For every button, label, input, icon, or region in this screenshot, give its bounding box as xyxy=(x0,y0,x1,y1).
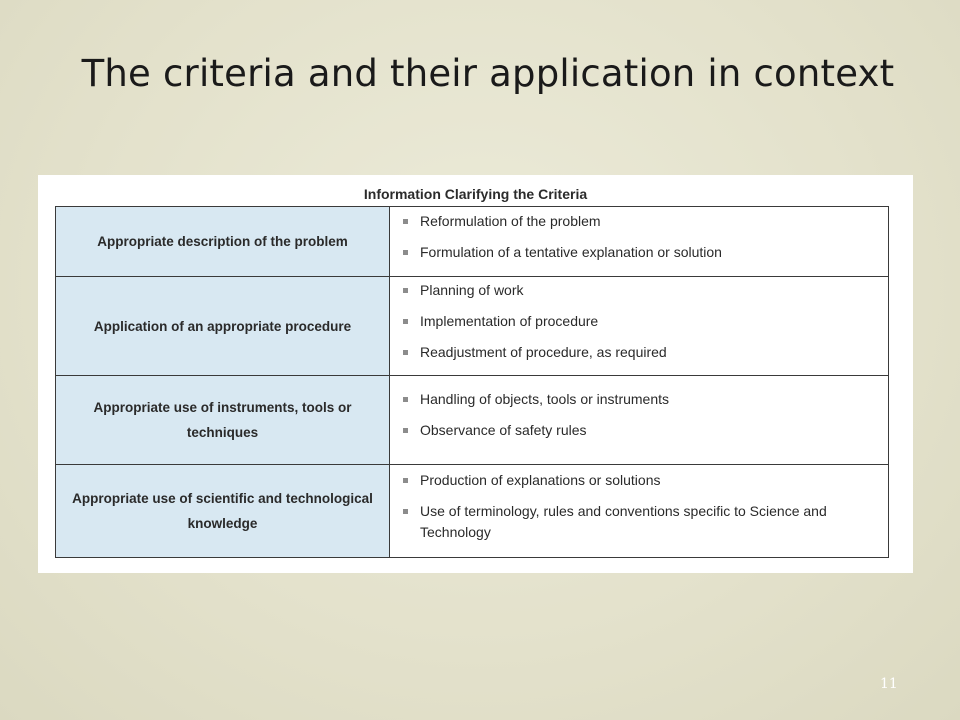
list-item xyxy=(390,389,888,410)
list-item-text: Implementation of procedure xyxy=(420,312,599,329)
table-row xyxy=(56,376,889,465)
square-bullet-icon xyxy=(403,219,408,224)
square-bullet-icon xyxy=(403,350,408,355)
square-bullet-icon xyxy=(403,509,408,514)
list-item-text: Formulation of a tentative explanation or solution xyxy=(420,243,722,260)
criteria-table xyxy=(55,206,889,558)
square-bullet-icon xyxy=(403,319,408,324)
list-item-text: Reformulation of the problem xyxy=(420,212,601,229)
list-item xyxy=(390,311,888,332)
list-item-text: Readjustment of procedure, as required xyxy=(420,343,667,360)
list-item-text: Use of terminology, rules and conventions specific to Science and Technology xyxy=(420,502,827,540)
information-cell xyxy=(390,376,889,465)
list-item xyxy=(390,420,888,441)
list-item xyxy=(390,242,888,263)
criteria-table-panel xyxy=(38,175,913,573)
square-bullet-icon xyxy=(403,288,408,293)
criterion-cell: Appropriate use of scientific and technological knowledge xyxy=(56,465,390,558)
table-row xyxy=(56,207,889,277)
list-item xyxy=(390,470,888,491)
square-bullet-icon xyxy=(403,428,408,433)
information-list xyxy=(390,389,888,441)
table-row xyxy=(56,277,889,376)
information-cell xyxy=(390,465,889,558)
list-item xyxy=(390,280,888,301)
list-item-text: Handling of objects, tools or instruments xyxy=(420,391,670,407)
square-bullet-icon xyxy=(403,397,408,402)
table-caption: Information Clarifying the Criteria xyxy=(363,186,588,202)
list-item-text: Production of explanations or solutions xyxy=(420,471,661,488)
square-bullet-icon xyxy=(403,478,408,483)
list-item xyxy=(390,342,888,363)
information-cell xyxy=(390,277,889,376)
list-item-text: Planning of work xyxy=(420,281,524,298)
slide-title: The criteria and their application in context xyxy=(81,52,895,95)
information-cell xyxy=(390,207,889,277)
criterion-cell: Appropriate description of the problem xyxy=(56,207,390,277)
list-item xyxy=(390,501,888,543)
slide-number: 11 xyxy=(880,676,898,692)
criterion-cell: Application of an appropriate procedure xyxy=(56,277,390,376)
list-item xyxy=(390,211,888,232)
table-row xyxy=(56,465,889,558)
information-list xyxy=(390,470,888,543)
information-list xyxy=(390,211,888,263)
square-bullet-icon xyxy=(403,250,408,255)
list-item-text: Observance of safety rules xyxy=(420,422,587,438)
information-list xyxy=(390,280,888,363)
criterion-cell: Appropriate use of instruments, tools or techniques xyxy=(56,376,390,465)
